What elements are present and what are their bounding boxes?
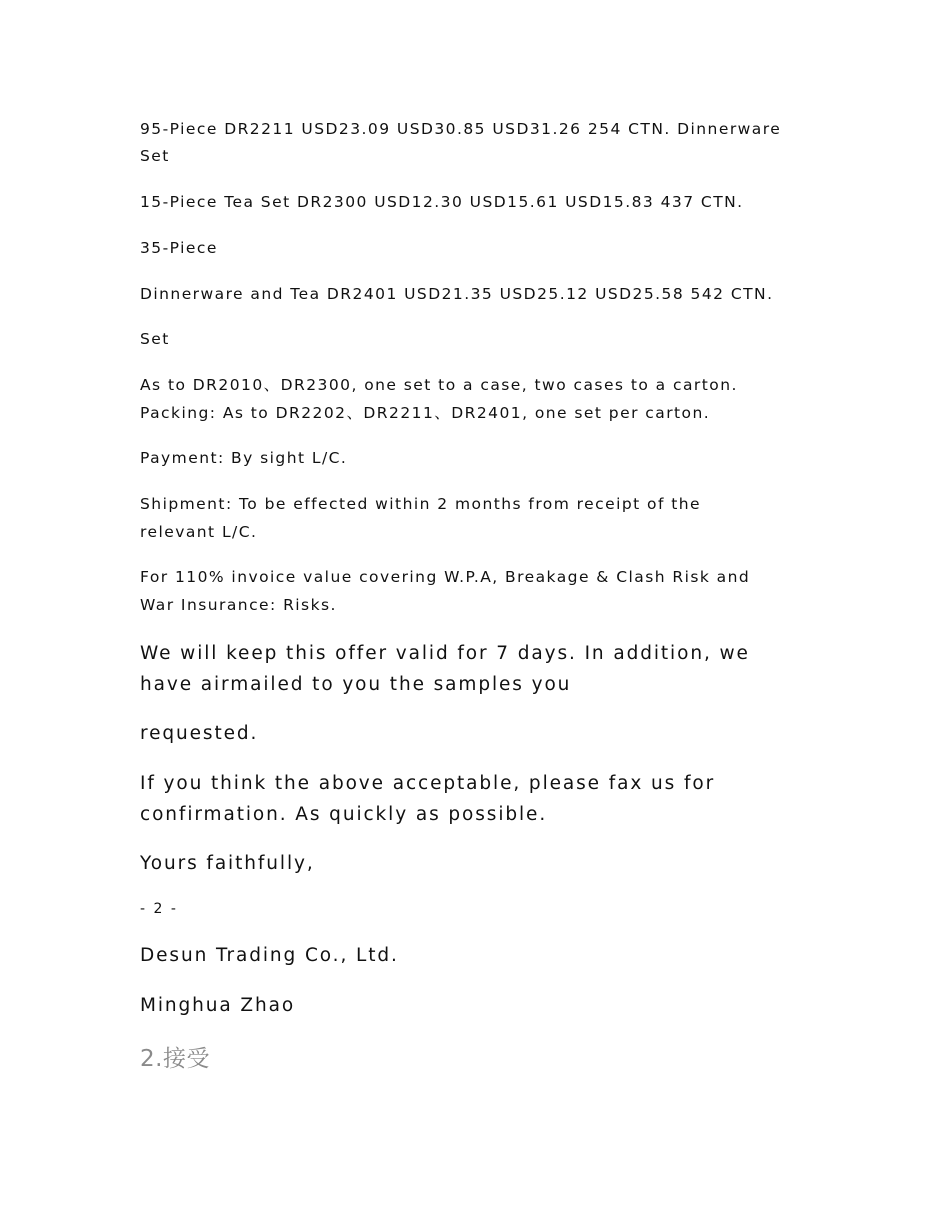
insurance-line-2: War Insurance: Risks.	[140, 596, 337, 614]
table-row-dr2401: Dinnerware and Tea DR2401 USD21.35 USD25.12 USD25.58 542 CTN.	[140, 285, 774, 303]
packing-line-1: As to DR2010、DR2300, one set to a case, two cases to a carton.	[140, 376, 738, 394]
page-number: - 2 -	[140, 901, 178, 917]
table-row-dr2300: 15-Piece Tea Set DR2300 USD12.30 USD15.61 USD15.83 437 CTN.	[140, 193, 744, 211]
payment-line: Payment: By sight L/C.	[140, 449, 348, 467]
offer-validity-line-3: requested.	[140, 723, 259, 744]
company-name: Desun Trading Co., Ltd.	[140, 945, 399, 966]
closing-salutation: Yours faithfully,	[140, 853, 315, 874]
shipment-line-2: relevant L/C.	[140, 523, 258, 541]
confirmation-line-1: If you think the above acceptable, please fax us for	[140, 773, 716, 794]
packing-line-2: Packing: As to DR2202、DR2211、DR2401, one set per carton.	[140, 404, 711, 422]
confirmation-line-2: confirmation. As quickly as possible.	[140, 804, 548, 825]
insurance-line-1: For 110% invoice value covering W.P.A, Breakage & Clash Risk and	[140, 568, 751, 586]
signatory-name: Minghua Zhao	[140, 995, 296, 1016]
table-row-dr2401-continued: Set	[140, 330, 170, 348]
table-row-dr2401-label: 35-Piece	[140, 239, 218, 257]
section-heading: 2.接受	[140, 1046, 210, 1072]
table-row-dr2211: 95-Piece DR2211 USD23.09 USD30.85 USD31.26 254 CTN. Dinnerware	[140, 120, 782, 138]
offer-validity-line-1: We will keep this offer valid for 7 days. In addition, we	[140, 643, 750, 664]
shipment-line-1: Shipment: To be effected within 2 months from receipt of the	[140, 495, 702, 513]
table-row-dr2211-continued: Set	[140, 147, 170, 165]
offer-validity-line-2: have airmailed to you the samples you	[140, 674, 572, 695]
